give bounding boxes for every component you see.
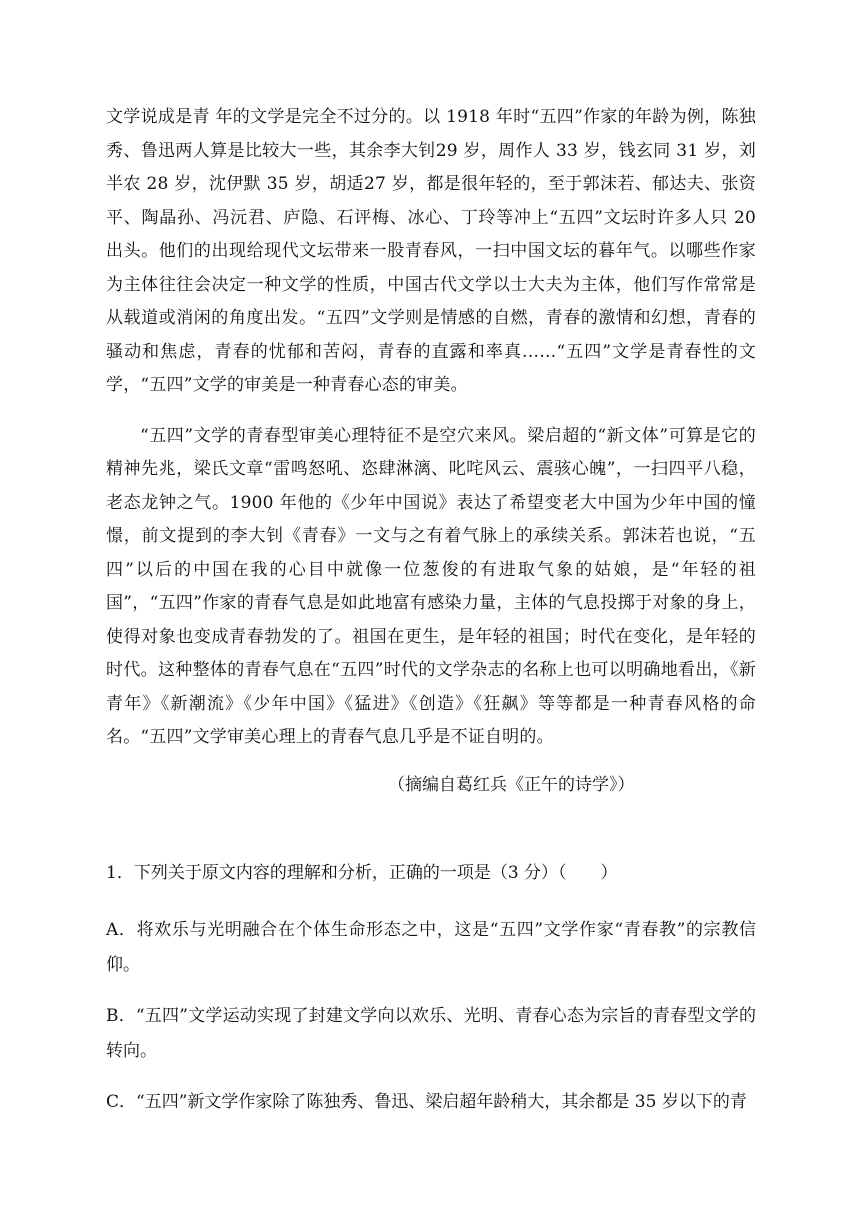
document-page [106,101,756,1120]
question-1-option-b: B．“五四”文学运动实现了封建文学向以欢乐、光明、青春心态为宗旨的青春型文学的转向。 [106,1005,756,1061]
passage-paragraph-1: 文学说成是青 年的文学是完全不过分的。以 1918 年时“五四”作家的年龄为例，陈独秀、鲁迅两人算是比较大一些，其余李大钊29 岁，周作人 33 岁，钱玄同 31 岁，刘半农 28 岁，沈伊默 35 岁，胡适27 岁，都是很年轻的，至于郭沫若、郁达夫、张资平、陶晶孙、冯沅君、庐隐、石评梅、冰心、丁玲等冲上“五四”文坛时许多人只 20 出头。他们的出现给现代文坛带来一股青春风，一扫中国文坛的暮年气。以哪些作家为主体往往会决定一种文学的性质，中国古代文学以士大夫为主体，他们写作常常是从载道或消闲的角度出发。“五四”文学则是情感的自燃，青春的激情和幻想，青春的骚动和焦虑，青春的忧郁和苦闷，青春的直露和率真……“五四”文学是青春性的文学，“五四”文学的审美是一种青春心态的审美。 [106,107,756,395]
passage-citation: （摘编自葛红兵《正午的诗学》） [388,774,635,795]
question-1-stem: 1．下列关于原文内容的理解和分析，正确的一项是（3 分）（ ） [106,863,618,883]
passage-paragraph-2: “五四”文学的青春型审美心理特征不是空穴来风。梁启超的“新文体”可算是它的精神先兆，梁氏文章“雷鸣怒吼、恣肆淋漓、叱咤风云、震骇心魄”，一扫四平八稳，老态龙钟之气。1900 年他的《少年中国说》表达了希望变老大中国为少年中国的憧憬，前文提到的李大钊《青春》一文与之有着气脉上的承续关系。郭沫若也说，“五四”以后的中国在我的心目中就像一位葱俊的有进取气象的姑娘，是“年轻的祖国”，“五四”作家的青春气息是如此地富有感染力量，主体的气息投掷于对象的身上，使得对象也变成青春勃发的了。祖国在更生，是年轻的祖国；时代在变化，是年轻的时代。这种整体的青春气息在“五四”时代的文学杂志的名称上也可以明确地看出，《新青年》《新潮流》《少年中国》《猛进》《创造》《狂飙》等等都是一种青春风格的命名。“五四”文学审美心理上的青春气息几乎是不证自明的。 [106,425,756,747]
question-1-option-a: A．将欢乐与光明融合在个体生命形态之中，这是“五四”文学作家“青春教”的宗教信仰。 [106,919,756,975]
question-1-option-c: C．“五四”新文学作家除了陈独秀、鲁迅、梁启超年龄稍大，其余都是 35 岁以下的青 [106,1091,747,1112]
